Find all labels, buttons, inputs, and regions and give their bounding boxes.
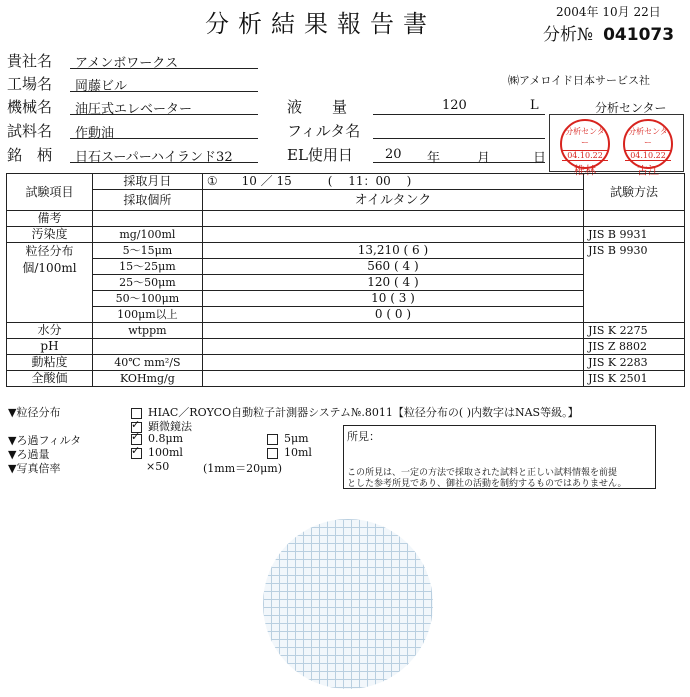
- filter-5-checkbox[interactable]: [267, 434, 278, 445]
- remarks-label: 備考: [7, 211, 93, 227]
- particle-method: JIS B 9930: [584, 243, 685, 323]
- particle-label: [7, 243, 93, 323]
- filter-option-label: ▼ろ過フィルタ: [8, 434, 82, 447]
- filter-5-label: 5μm: [284, 432, 309, 445]
- stamp-box: [549, 114, 684, 177]
- particle-value: 560 ( 4 ): [202, 259, 583, 275]
- test-item-header: 試験項目: [7, 174, 93, 211]
- table-row: [7, 323, 685, 339]
- lab-name: ㈱アメロイド日本サービス社: [508, 74, 651, 87]
- findings-box: [343, 425, 656, 489]
- sampling-place-label: 採取個所: [92, 190, 202, 211]
- filter-option-2[interactable]: [267, 432, 309, 445]
- machine-label: 機械名: [7, 98, 53, 116]
- method-header: 試験方法: [584, 174, 685, 211]
- inspector-stamp: [560, 119, 610, 177]
- sample-value: 作動油: [75, 126, 115, 141]
- el-month-unit: 月: [477, 151, 491, 166]
- table-row: [7, 307, 685, 323]
- analysis-number: [543, 20, 674, 45]
- hiac-label: HIAC／ROYCO自動粒子計測器システム№.8011【粒径分布の( )内数字はNAS等級。】: [148, 406, 579, 419]
- acid-label: 全酸価: [7, 371, 93, 387]
- analysis-number-label: 分析№: [543, 25, 594, 45]
- viscosity-label: 動粘度: [7, 355, 93, 371]
- company-value: アメンボワークス: [75, 56, 179, 71]
- ph-method: JIS Z 8802: [584, 339, 685, 355]
- water-label: 水分: [7, 323, 93, 339]
- results-table: [6, 173, 685, 387]
- contamination-label: 汚染度: [7, 227, 93, 243]
- particle-dist-option-label: ▼粒径分布: [8, 406, 61, 419]
- particle-label-2: 個/100ml: [22, 261, 77, 275]
- volume-option-label: ▼ろ過量: [8, 448, 50, 461]
- volume-100-checkbox[interactable]: [131, 448, 142, 459]
- table-row: [7, 243, 685, 259]
- particle-label-1: 粒径分布: [25, 244, 74, 258]
- viscosity-method: JIS K 2283: [584, 355, 685, 371]
- fluid-label: 液 量: [287, 98, 348, 116]
- table-row: [7, 259, 685, 275]
- brand-value: 日石スーパーハイランド32: [75, 150, 233, 165]
- table-row: [7, 227, 685, 243]
- findings-disclaimer-2: とした参考所見であり、御社の活動を制約するものではありません。: [347, 479, 627, 489]
- lab-center: 分析センター: [595, 101, 667, 115]
- company-label: 貴社名: [7, 52, 53, 70]
- particle-value: 0 ( 0 ): [202, 307, 583, 323]
- stamp-date: 04.10.22: [562, 150, 608, 161]
- particle-range: 50〜100μm: [92, 291, 202, 307]
- approver-stamp: [623, 119, 673, 177]
- volume-10-checkbox[interactable]: [267, 448, 278, 459]
- stamp-name: 古江: [637, 164, 659, 177]
- el-year-value: 20: [385, 147, 402, 162]
- table-row: [7, 211, 685, 227]
- hiac-option[interactable]: [131, 404, 579, 420]
- stamp-date: 04.10.22: [625, 150, 671, 161]
- findings-disclaimer-1: この所見は、一定の方法で採取された試料と正しい試料情報を前提: [347, 468, 618, 478]
- page-title: 分析結果報告書: [205, 10, 436, 38]
- contamination-method: JIS B 9931: [584, 227, 685, 243]
- el-year-unit: 年: [427, 151, 441, 166]
- el-day-unit: 日: [533, 151, 547, 166]
- fluid-value: 120: [442, 98, 467, 113]
- sampling-date-value: ① 10 ／ 15 ( 11：00 ): [202, 174, 583, 190]
- particle-range: 25〜50μm: [92, 275, 202, 291]
- filter-name-label: フィルタ名: [287, 122, 361, 140]
- particle-range: 15〜25μm: [92, 259, 202, 275]
- stamp-name: 椎林: [574, 164, 596, 177]
- table-row: [7, 371, 685, 387]
- factory-value: 岡藤ビル: [75, 79, 128, 94]
- volume-10-label: 10ml: [284, 446, 312, 459]
- volume-option-1[interactable]: [131, 446, 183, 459]
- microscope-sample-image: [263, 519, 433, 689]
- factory-label: 工場名: [7, 75, 53, 93]
- machine-value: 油圧式エレベーター: [75, 102, 193, 117]
- magnification-value: ×50: [146, 460, 170, 473]
- ph-label: pH: [7, 339, 93, 355]
- table-row: [7, 190, 685, 211]
- sample-label: 試料名: [7, 122, 53, 140]
- water-method: JIS K 2275: [584, 323, 685, 339]
- table-row: [7, 355, 685, 371]
- table-row: [7, 174, 685, 190]
- table-row: [7, 275, 685, 291]
- acid-unit: KOHmg/g: [92, 371, 202, 387]
- filter-08-label: 0.8μm: [148, 432, 184, 445]
- stamp-top-text: 分析センター: [565, 127, 605, 147]
- sampling-date-label: 採取月日: [92, 174, 202, 190]
- volume-option-2[interactable]: [267, 446, 312, 459]
- particle-value: 10 ( 3 ): [202, 291, 583, 307]
- magnification-note: (1mm＝20μm): [203, 462, 283, 475]
- acid-method: JIS K 2501: [584, 371, 685, 387]
- viscosity-unit: 40℃ mm²/S: [92, 355, 202, 371]
- table-row: [7, 339, 685, 355]
- water-unit: wtppm: [92, 323, 202, 339]
- fluid-unit: L: [530, 98, 539, 113]
- particle-range: 100μm以上: [92, 307, 202, 323]
- stamp-top-text: 分析センター: [628, 127, 668, 147]
- particle-range: 5〜15μm: [92, 243, 202, 259]
- particle-value: 13,210 ( 6 ): [202, 243, 583, 259]
- analysis-number-value: 041073: [603, 25, 675, 45]
- volume-100-label: 100ml: [148, 446, 183, 459]
- el-date-label: EL使用日: [287, 146, 353, 164]
- particle-value: 120 ( 4 ): [202, 275, 583, 291]
- sampling-place-value: オイルタンク: [202, 190, 583, 211]
- brand-label: 銘 柄: [7, 146, 53, 164]
- microscope-label: 顕微鏡法: [148, 420, 192, 433]
- findings-label: 所見：: [347, 430, 380, 443]
- contamination-unit: mg/100ml: [92, 227, 202, 243]
- report-date: 2004年 10月 22日: [556, 5, 661, 19]
- table-row: [7, 291, 685, 307]
- magnification-label: ▼写真倍率: [8, 462, 61, 475]
